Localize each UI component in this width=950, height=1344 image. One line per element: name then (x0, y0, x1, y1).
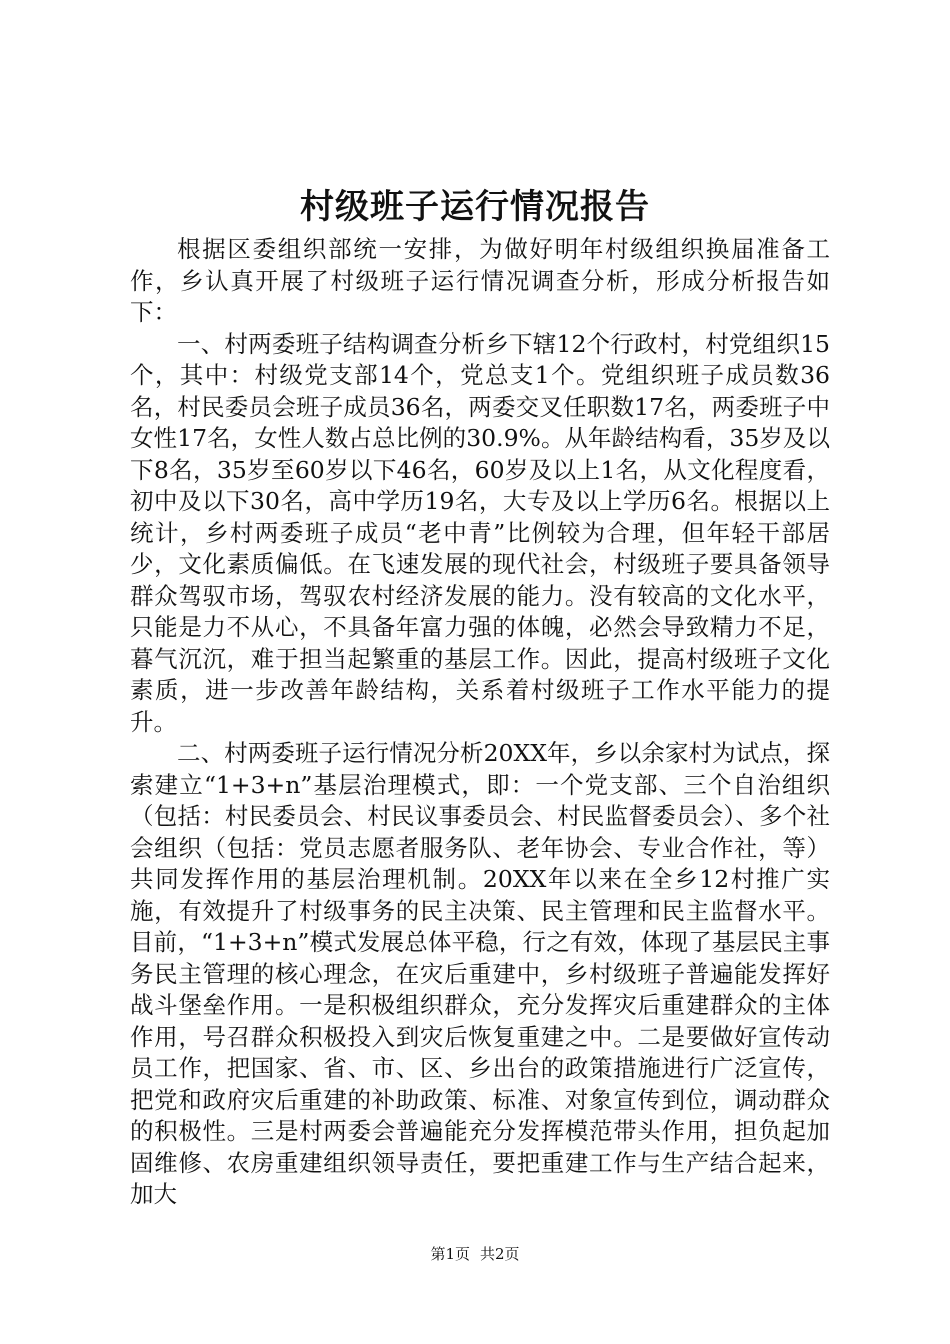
page-total: 共2页 (480, 1245, 520, 1263)
paragraph-intro: 根据区委组织部统一安排，为做好明年村级组织换届准备工作，乡认真开展了村级班子运行情况调查分析，形成分析报告如下： (130, 235, 830, 326)
page-footer (0, 1244, 950, 1264)
paragraph-section-two: 二、村两委班子运行情况分析20XX年，乡以余家村为试点，探索建立“1+3+n”基层治理模式，即：一个党支部、三个自治组织（包括：村民委员会、村民议事委员会、村民监督委员会）、多个社会组织（包括：党员志愿者服务队、老年协会、专业合作社，等）共同发挥作用的基层治理机制。20XX年以来在全乡12村推广实施，有效提升了村级事务的民主决策、民主管理和民主监督水平。目前，“1+3+n”模式发展总体平稳，行之有效，体现了基层民主事务民主管理的核心理念，在灾后重建中，乡村级班子普遍能发挥好战斗堡垒作用。一是积极组织群众，充分发挥灾后重建群众的主体作用，号召群众积极投入到灾后恢复重建之中。二是要做好宣传动员工作，把国家、省、市、区、乡出台的政策措施进行广泛宣传，把党和政府灾后重建的补助政策、标准、对象宣传到位，调动群众的积极性。三是村两委会普遍能充分发挥模范带头作用，担负起加固维修、农房重建组织领导责任，要把重建工作与生产结合起来，加大 (130, 739, 830, 1208)
document-title: 村级班子运行情况报告 (300, 187, 650, 227)
page-number: 第1页 (430, 1245, 470, 1263)
document-body (130, 234, 830, 1211)
paragraph-section-one: 一、村两委班子结构调查分析乡下辖12个行政村，村党组织15个，其中：村级党支部14个，党总支1个。党组织班子成员数36名，村民委员会班子成员36名，两委交叉任职数17名，两委班子中女性17名，女性人数占总比例的30.9%。从年龄结构看，35岁及以下8名，35岁至60岁以下46名，60岁及以上1名，从文化程度看，初中及以下30名，高中学历19名，大专及以上学历6名。根据以上统计，乡村两委班子成员“老中青”比例较为合理，但年轻干部居少，文化素质偏低。在飞速发展的现代社会，村级班子要具备领导群众驾驭市场，驾驭农村经济发展的能力。没有较高的文化水平，只能是力不从心，不具备年富力强的体魄，必然会导致精力不足，暮气沉沉，难于担当起繁重的基层工作。因此，提高村级班子文化素质，进一步改善年龄结构，关系着村级班子工作水平能力的提升。 (130, 329, 830, 736)
